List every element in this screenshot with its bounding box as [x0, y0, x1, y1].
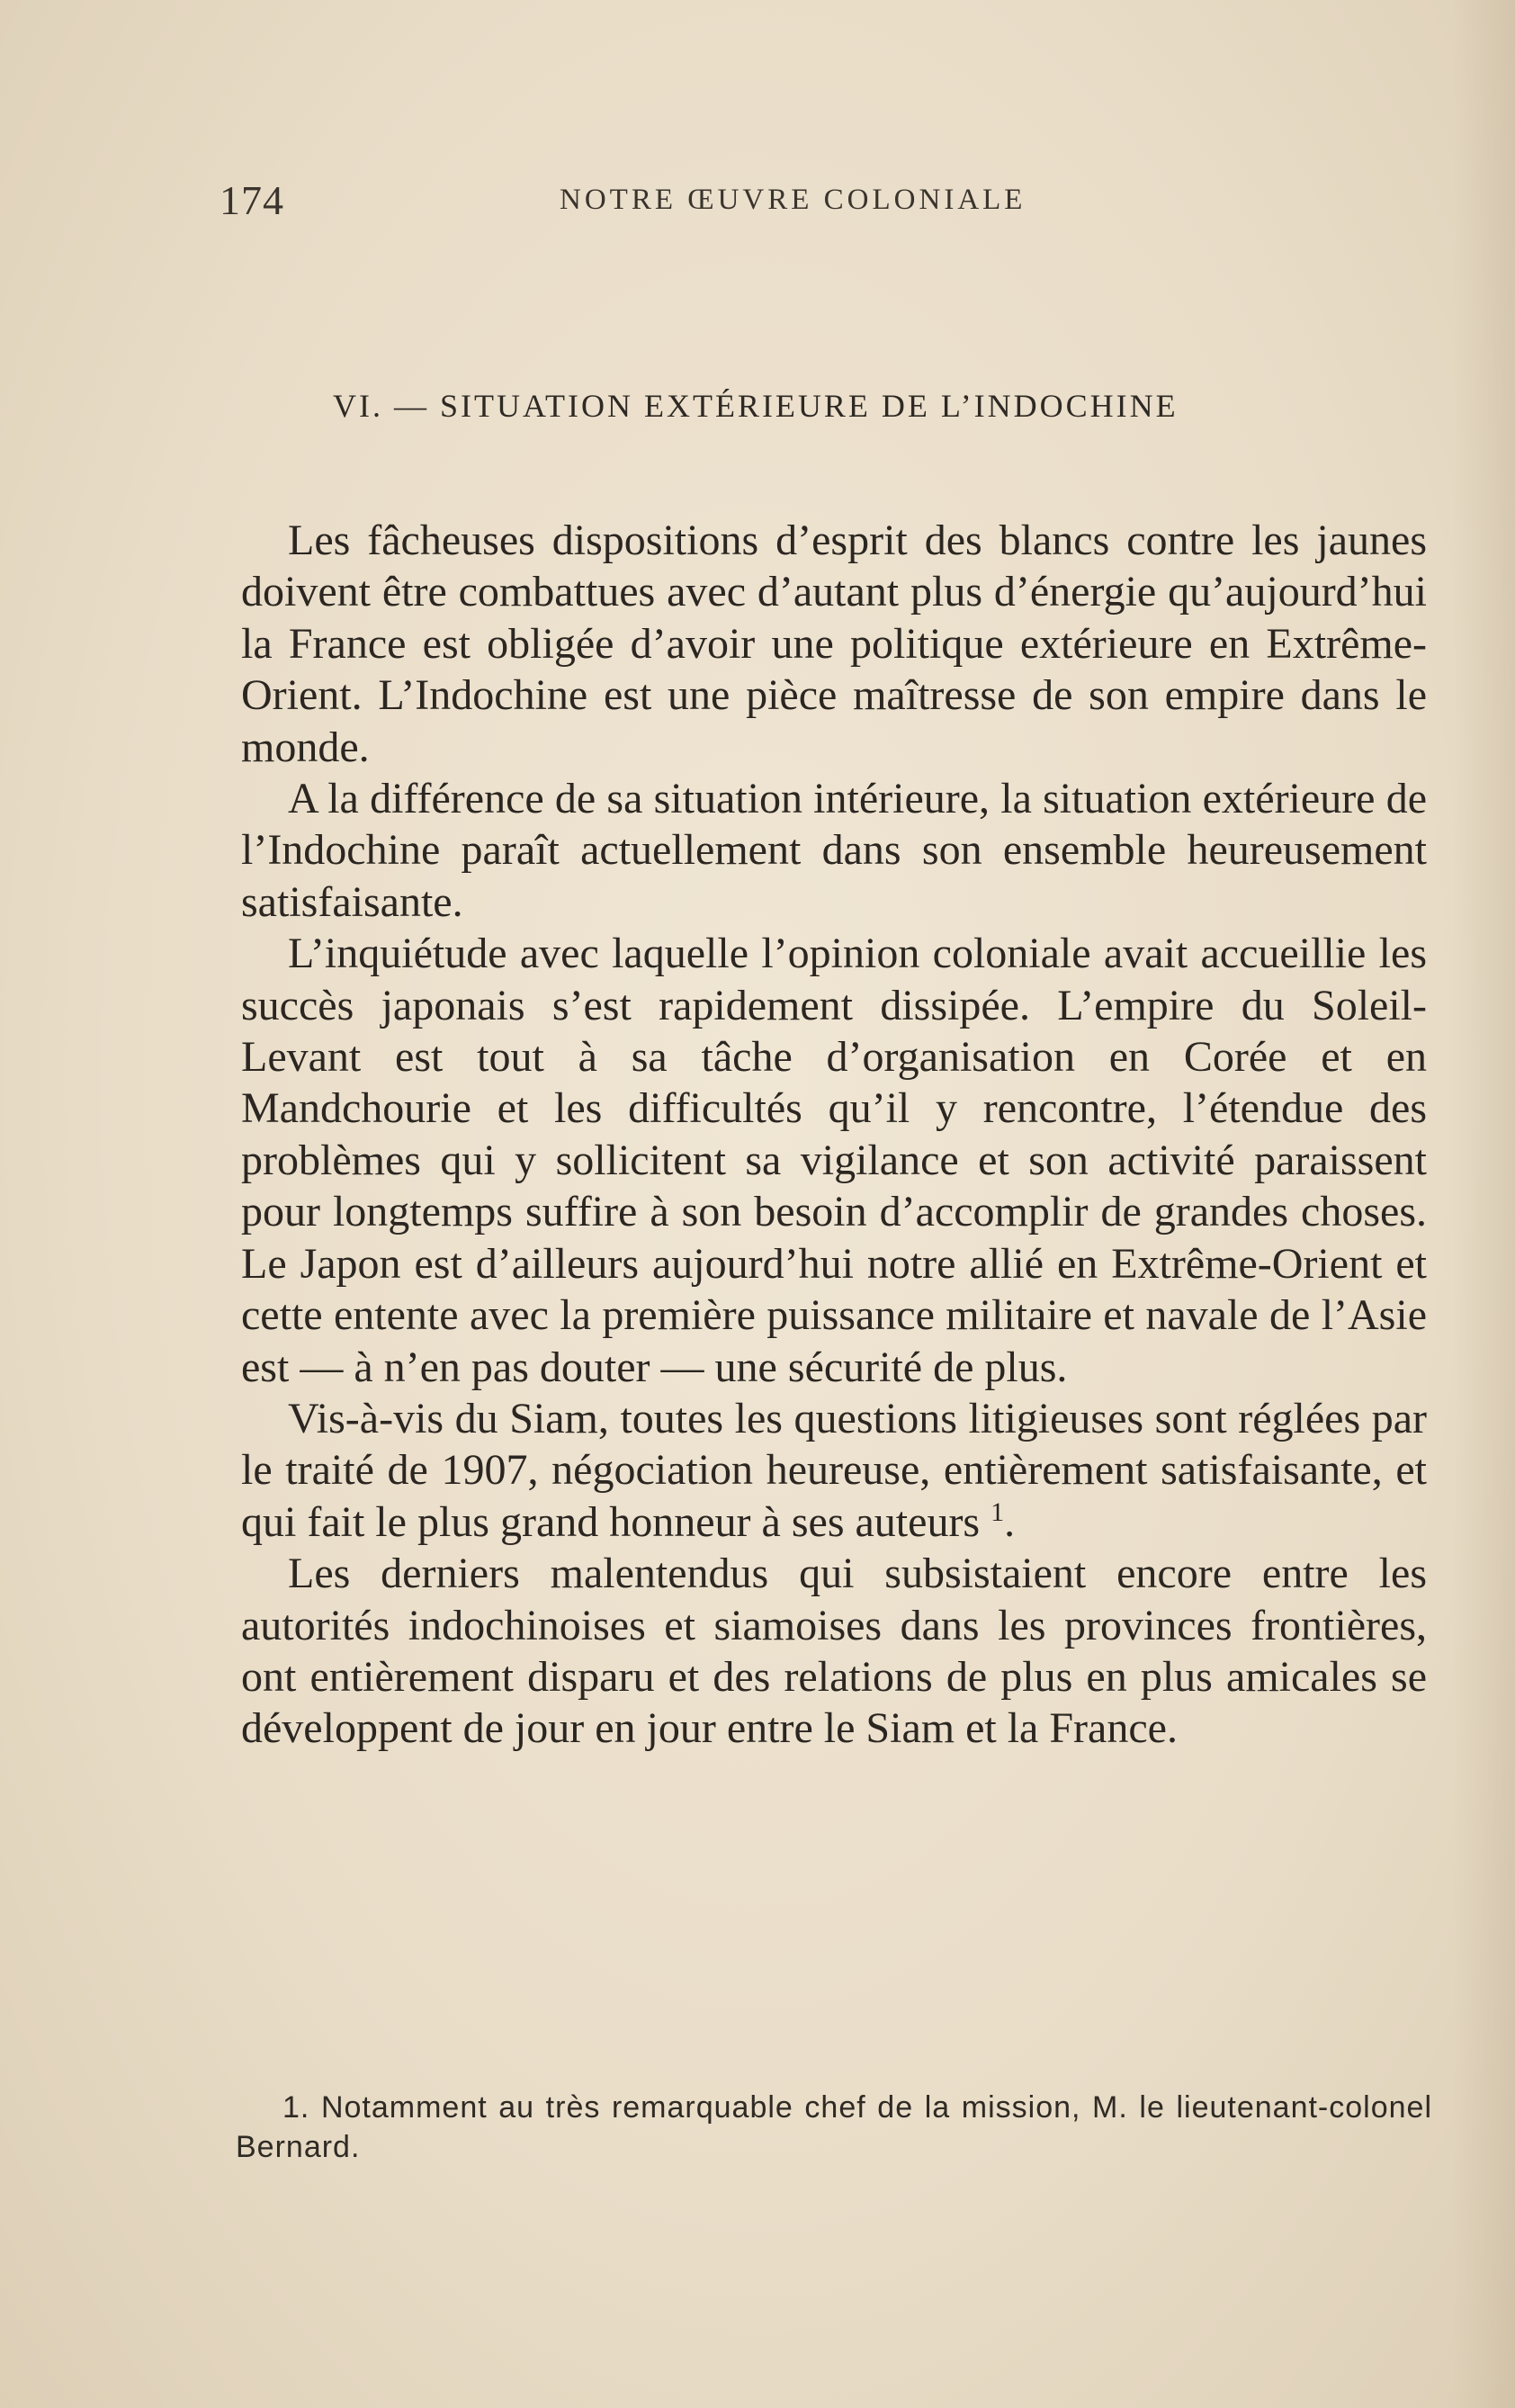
page-edge-shadow — [1452, 0, 1515, 2408]
paragraph-1: Les fâcheuses dispositions d’esprit des blancs contre les jaunes doivent être combattues avec d’autant plus d’énergie qu’aujourd’hui la France est obligée d’avoir une politique extérieure en Extrême-Orient. L’Indochine est une pièce maîtresse de son empire dans le monde. — [241, 517, 1427, 771]
paragraph-4-text: Vis-à-vis du Siam, toutes les questions litigieuses sont réglées par le traité de 1907, négociation heureuse, entièrement satisfaisante, et qui fait le plus grand honneur à ses auteurs — [241, 1394, 1427, 1546]
running-title: NOTRE ŒUVRE COLONIALE — [560, 184, 1026, 216]
paragraph-2: A la différence de sa situation intérieure, la situation extérieure de l’Indochine paraît actuellement dans son ensemble heureusement satisfaisante. — [241, 775, 1427, 926]
footnote — [236, 2088, 1432, 2167]
paragraph-5: Les derniers malentendus qui subsistaient encore entre les autorités indochinoises et siamoises dans les provinces frontières, ont entièrement disparu et des relations de plus en plus amicales se développent de jour en jour entre le Siam et la France. — [241, 1550, 1427, 1753]
body-text — [241, 515, 1427, 1755]
section-heading: VI. — SITUATION EXTÉRIEURE DE L’INDOCHINE — [333, 388, 1179, 424]
paragraph-3: L’inquiétude avec laquelle l’opinion coloniale avait accueillie les succès japonais s’est rapidement dissipée. L’empire du Soleil-Levant est tout à sa tâche d’organisation en Corée et en Mandchourie et les difficultés qu’il y rencontre, l’étendue des problèmes qui y sollicitent sa vigilance et son activité paraissent pour longtemps suffire à son besoin d’accomplir de grandes choses. Le Japon est d’ailleurs aujourd’hui notre allié en Extrême-Orient et cette entente avec la première puissance militaire et navale de l’Asie est — à n’en pas douter — une sécurité de plus. — [241, 930, 1427, 1391]
paragraph-4 — [241, 1393, 1427, 1548]
footnote-text: 1. Notamment au très remarquable chef de la mission, M. le lieutenant-colonel Bernard. — [236, 2090, 1432, 2164]
paragraph-4-end: . — [1004, 1497, 1016, 1546]
footnote-reference[interactable]: 1 — [991, 1496, 1005, 1527]
page-number: 174 — [220, 177, 284, 223]
running-head — [0, 176, 1515, 230]
